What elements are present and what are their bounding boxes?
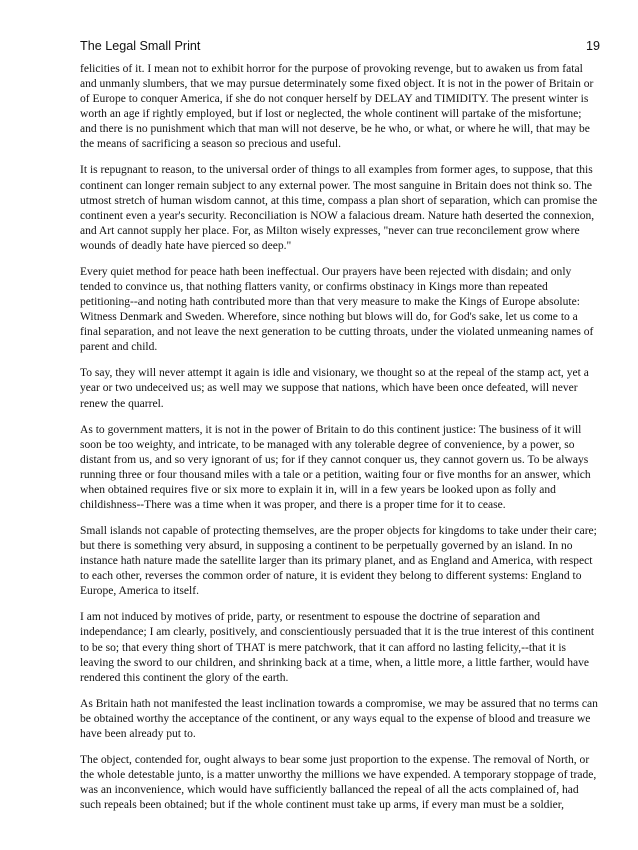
paragraph: It is repugnant to reason, to the universal order of things to all examples from former ages, to suppose, that this continent can longer remain subject to any external power. The most sanguine in Britain does not think so. The utmost stretch of human wisdom cannot, at this time, compass a plan short of separation, which can promise the continent even a year's security. Reconciliation is NOW a falacious dream. Nature hath deserted the connexion, and Art cannot supply her place. For, as Milton wisely expresses, "never can true reconcilement grow where wounds of deadly hate have pierced so deep." [80, 164, 598, 252]
paragraph: As Britain hath not manifested the least inclination towards a compromise, we may be assured that no terms can be obtained worthy the acceptance of the continent, or any ways equal to the expense of blood and treasure we have been already put to. [80, 697, 598, 740]
body-text [80, 62, 601, 813]
paragraph: The object, contended for, ought always to bear some just proportion to the expense. The removal of North, or the whole detestable junto, is a matter unworthy the millions we have expended. A temporary stoppage of trade, was an inconvenience, which would have sufficiently ballanced the repeal of all the acts complained of, had such repeals been obtained; but if the whole continent must take up arms, if every man must be a soldier, [80, 753, 597, 812]
page-header [80, 38, 600, 54]
paragraph: Small islands not capable of protecting themselves, are the proper objects for kingdoms to take under their care; but there is something very absurd, in supposing a continent to be perpetually governed by an island. In no instance hath nature made the satellite larger than its primary planet, and as England and America, with respect to each other, reverses the common order of nature, it is evident they belong to different systems: England to Europe, America to itself. [80, 524, 597, 598]
paragraph: As to government matters, it is not in the power of Britain to do this continent justice: The business of it will soon be too weighty, and intricate, to be managed with any tolerable degree of convenience, by a power, so distant from us, and so very ignorant of us; for if they cannot conquer us, they cannot govern us. To be always running three or four thousand miles with a tale or a petition, waiting four or five months for an answer, which when obtained requires five or six more to explain it in, will in a few years be looked upon as folly and childishness--There was a time when it was proper, and there is a proper time for it to cease. [80, 423, 591, 511]
paragraph: Every quiet method for peace hath been ineffectual. Our prayers have been rejected with disdain; and only tended to convince us, that nothing flatters vanity, or confirms obstinacy in Kings more than repeated petitioning--and noting hath contributed more than that very measure to make the Kings of Europe absolute: Witness Denmark and Sweden. Wherefore, since nothing but blows will do, for God's sake, let us come to a final separation, and not leave the next generation to be cutting throats, under the violated unmeaning names of parent and child. [80, 265, 594, 354]
page-number: 19 [585, 39, 600, 53]
running-title: The Legal Small Print [80, 39, 201, 53]
paragraph: I am not induced by motives of pride, party, or resentment to espouse the doctrine of separation and independance; I am clearly, positively, and conscientiously persuaded that it is the true interest of this continent to be so; that every thing short of THAT is mere patchwork, that it can afford no lasting felicity,--that it is leaving the sword to our children, and shrinking back at a time, when, a little more, a little farther, would have rendered this continent the glory of the earth. [80, 611, 595, 684]
paragraph: To say, they will never attempt it again is idle and visionary, we thought so at the repeal of the stamp act, yet a year or two undeceived us; as well may we suppose that nations, which have been once defeated, will never renew the quarrel. [80, 367, 589, 410]
paragraph: felicities of it. I mean not to exhibit horror for the purpose of provoking revenge, but to awaken us from fatal and unmanly slumbers, that we may pursue determinately some fixed object. It is not in the power of Britain or of Europe to conquer America, if she do not conquer herself by DELAY and TIMIDITY. The present winter is worth an age if rightly employed, but if lost or neglected, the whole continent will partake of the misfortune; and there is no punishment which that man will not deserve, be he who, or what, or where he will, that may be the means of sacrificing a season so precious and useful. [80, 63, 594, 151]
